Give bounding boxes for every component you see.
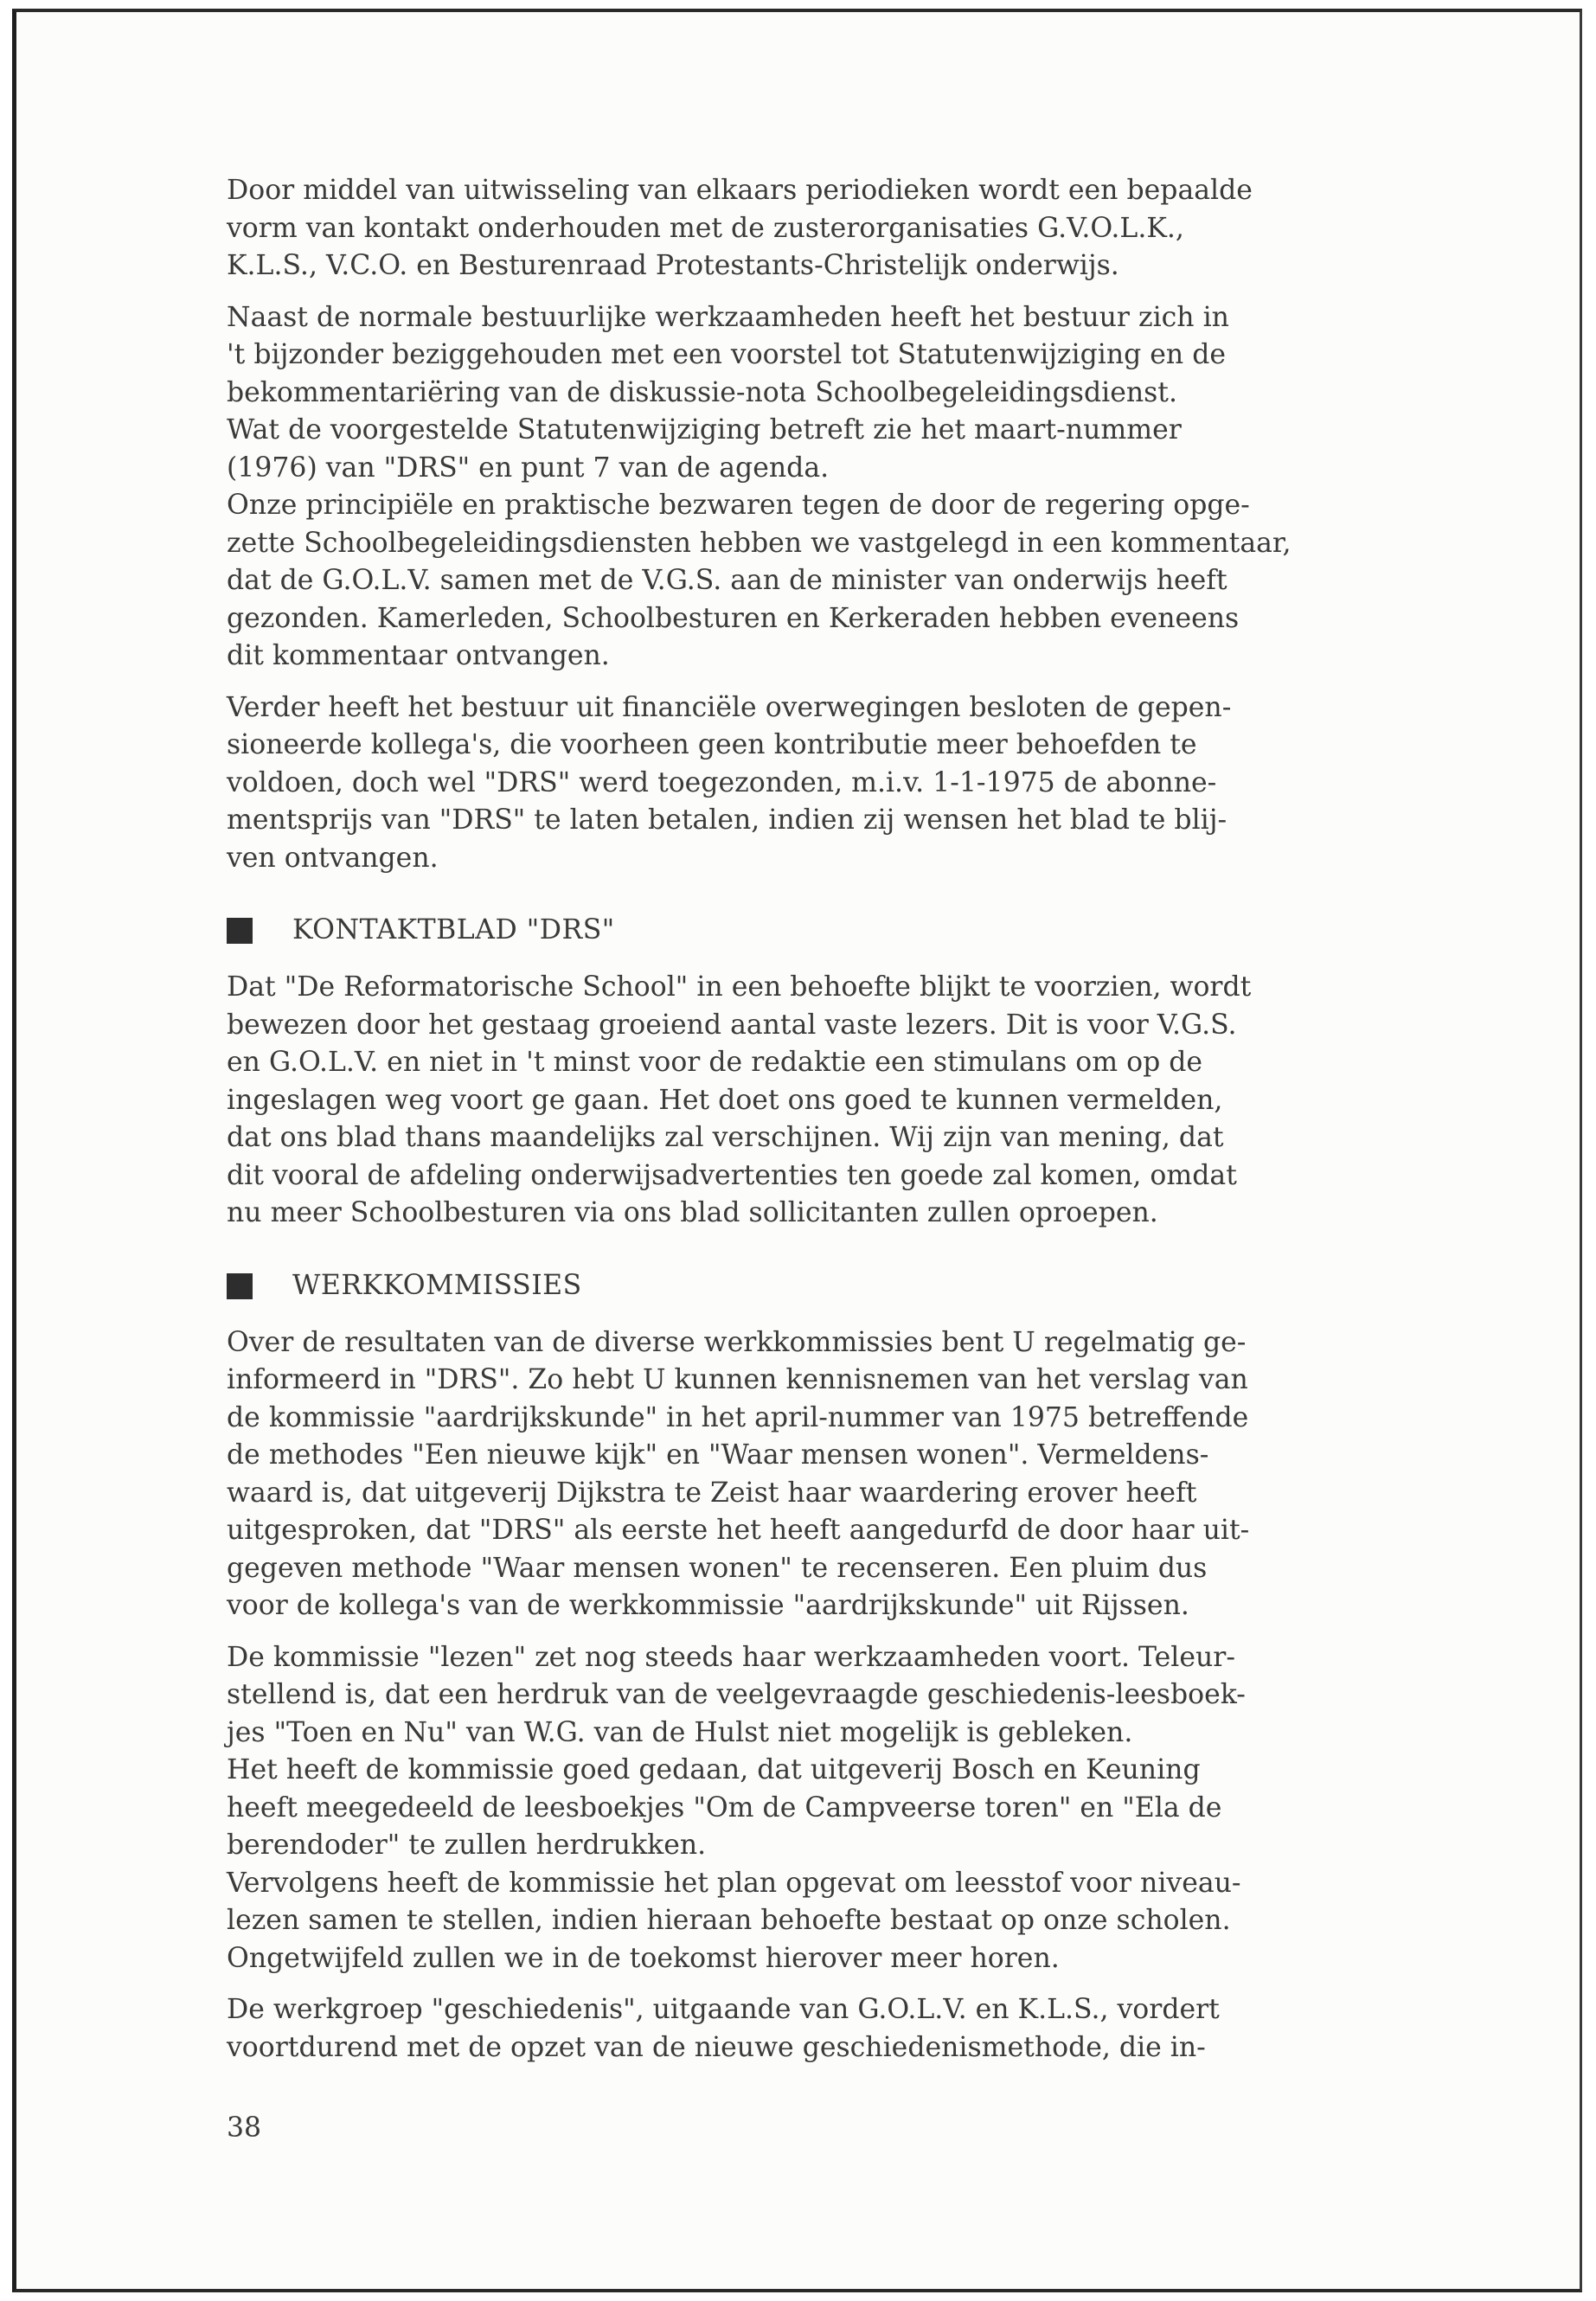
section-heading-text: KONTAKTBLAD "DRS": [292, 914, 615, 946]
text-line: Onze principiële en praktische bezwaren tegen de door de regering opge-: [227, 490, 1250, 521]
text-line: gezonden. Kamerleden, Schoolbesturen en Kerkeraden hebben eveneens: [227, 602, 1240, 634]
text-line: lezen samen te stellen, indien hieraan behoefte bestaat op onze scholen.: [227, 1905, 1231, 1936]
text-line: Verder heeft het bestuur uit financiële overwegingen besloten de gepen-: [227, 691, 1232, 723]
text-line: dit kommentaar ontvangen.: [227, 640, 610, 671]
paragraph: [227, 689, 1498, 878]
text-line: Naast de normale bestuurlijke werkzaamheden heeft het bestuur zich in: [227, 301, 1229, 333]
text-line: vorm van kontakt onderhouden met de zusterorganisaties G.V.O.L.K.,: [227, 212, 1184, 244]
section-heading-text: WERKKOMMISSIES: [292, 1269, 582, 1301]
text-line: informeerd in "DRS". Zo hebt U kunnen kennisnemen van het verslag van: [227, 1364, 1248, 1395]
text-line: Dat "De Reformatorische School" in een behoefte blijkt te voorzien, wordt: [227, 971, 1252, 1003]
paragraph: [227, 1324, 1498, 1625]
text-line: Over de resultaten van de diverse werkkommissies bent U regelmatig ge-: [227, 1326, 1247, 1358]
section-heading: [227, 912, 1498, 950]
text-line: Vervolgens heeft de kommissie het plan opgevat om leesstof voor niveau-: [227, 1867, 1241, 1899]
text-line: bewezen door het gestaag groeiend aantal vaste lezers. Dit is voor V.G.S.: [227, 1009, 1237, 1041]
text-line: De werkgroep "geschiedenis", uitgaande van G.O.L.V. en K.L.S., vordert: [227, 1994, 1220, 2025]
text-line: ven ontvangen.: [227, 842, 439, 874]
text-line: voor de kollega's van de werkkommissie "aardrijkskunde" uit Rijssen.: [227, 1590, 1189, 1621]
text-line: berendoder" te zullen herdrukken.: [227, 1830, 707, 1861]
text-line: gegeven methode "Waar mensen wonen" te recenseren. Een pluim dus: [227, 1552, 1208, 1584]
text-line: K.L.S., V.C.O. en Besturenraad Protestants-Christelijk onderwijs.: [227, 250, 1119, 281]
paragraph: [227, 1639, 1498, 1978]
text-line: 't bijzonder beziggehouden met een voorstel tot Statutenwijziging en de: [227, 339, 1227, 370]
document-page: [12, 9, 1582, 2292]
section-heading: [227, 1267, 1498, 1305]
text-line: waard is, dat uitgeverij Dijkstra te Zeist haar waardering erover heeft: [227, 1477, 1197, 1509]
text-line: de methodes "Een nieuwe kijk" en "Waar mensen wonen". Vermeldens-: [227, 1439, 1209, 1471]
text-line: (1976) van "DRS" en punt 7 van de agenda.: [227, 452, 830, 484]
text-line: Ongetwijfeld zullen we in de toekomst hierover meer horen.: [227, 1942, 1060, 1974]
text-line: ingeslagen weg voort ge gaan. Het doet ons goed te kunnen vermelden,: [227, 1084, 1223, 1116]
text-line: sioneerde kollega's, die voorheen geen kontributie meer behoefden te: [227, 729, 1197, 760]
text-line: bekommentariëring van de diskussie-nota Schoolbegeleidingsdienst.: [227, 376, 1177, 408]
page-body: [227, 172, 1498, 2080]
paragraph: [227, 172, 1498, 285]
text-line: en G.O.L.V. en niet in 't minst voor de redaktie een stimulans om op de: [227, 1047, 1203, 1078]
square-bullet-icon: [227, 1273, 253, 1299]
text-line: voortdurend met de opzet van de nieuwe geschiedenismethode, die in-: [227, 2031, 1206, 2063]
text-line: uitgesproken, dat "DRS" als eerste het heeft aangedurfd de door haar uit-: [227, 1515, 1250, 1546]
paragraph: [227, 299, 1498, 676]
text-line: dit vooral de afdeling onderwijsadvertenties ten goede zal komen, omdat: [227, 1159, 1237, 1191]
text-line: nu meer Schoolbesturen via ons blad sollicitanten zullen oproepen.: [227, 1197, 1158, 1228]
text-line: dat de G.O.L.V. samen met de V.G.S. aan de minister van onderwijs heeft: [227, 565, 1227, 596]
text-line: de kommissie "aardrijkskunde" in het april-nummer van 1975 betreffende: [227, 1401, 1249, 1433]
text-line: Door middel van uitwisseling van elkaars periodieken wordt een bepaalde: [227, 175, 1253, 206]
square-bullet-icon: [227, 918, 253, 944]
text-line: voldoen, doch wel "DRS" werd toegezonden, m.i.v. 1-1-1975 de abonne-: [227, 766, 1217, 798]
text-line: stellend is, dat een herdruk van de veelgevraagde geschiedenis-leesboek-: [227, 1679, 1246, 1710]
text-line: zette Schoolbegeleidingsdiensten hebben we vastgelegd in een kommentaar,: [227, 527, 1292, 559]
page-number: 38: [227, 2112, 262, 2144]
paragraph: [227, 1991, 1498, 2067]
text-line: Het heeft de kommissie goed gedaan, dat uitgeverij Bosch en Keuning: [227, 1754, 1201, 1785]
text-line: Wat de voorgestelde Statutenwijziging betreft zie het maart-nummer: [227, 414, 1182, 445]
paragraph: [227, 969, 1498, 1233]
text-line: dat ons blad thans maandelijks zal verschijnen. Wij zijn van mening, dat: [227, 1122, 1224, 1153]
text-line: De kommissie "lezen" zet nog steeds haar werkzaamheden voort. Teleur-: [227, 1641, 1235, 1673]
text-line: jes "Toen en Nu" van W.G. van de Hulst niet mogelijk is gebleken.: [227, 1716, 1133, 1748]
text-line: mentsprijs van "DRS" te laten betalen, indien zij wensen het blad te blij-: [227, 804, 1227, 836]
text-line: heeft meegedeeld de leesboekjes "Om de Campveerse toren" en "Ela de: [227, 1791, 1222, 1823]
